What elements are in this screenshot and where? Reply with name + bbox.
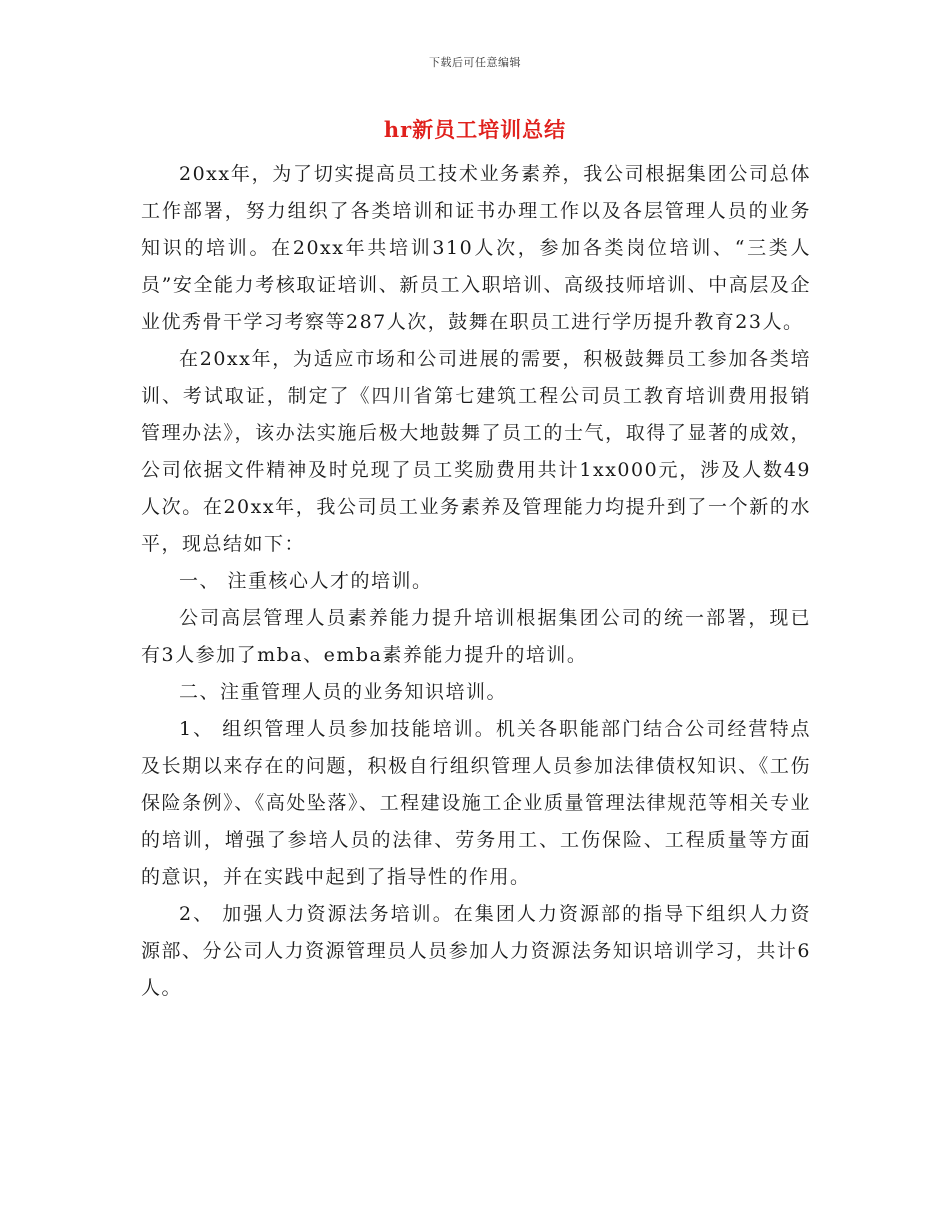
section-heading-core-talent: 一、 注重核心人才的培训。 [179, 570, 433, 592]
section-heading-management: 二、注重管理人员的业务知识培训。 [179, 681, 508, 703]
paragraph-core-talent: 公司高层管理人员素养能力提升培训根据集团公司的统一部署，现已有3人参加了mba、emba素养能力提升的培训。 [141, 607, 811, 666]
paragraph-policy: 在20xx年，为适应市场和公司进展的需要，积极鼓舞员工参加各类培训、考试取证，制定了《四川省第七建筑工程公司员工教育培训费用报销管理办法》，该办法实施后极大地鼓舞了员工的士气，取得了显著的成效，公司依据文件精神及时兑现了员工奖励费用共计1xx000元，涉及人数49人次。在20xx年，我公司员工业务素养及管理能力均提升到了一个新的水平，现总结如下： [141, 348, 811, 555]
header-note: 下载后可任意编辑 [429, 56, 521, 69]
document-body [141, 156, 811, 1007]
document-title: hr新员工培训总结 [383, 117, 567, 142]
paragraph-intro: 20xx年，为了切实提高员工技术业务素养，我公司根据集团公司总体工作部署，努力组织了各类培训和证书办理工作以及各层管理人员的业务知识的培训。在20xx年共培训310人次，参加各类岗位培训、“三类人员”安全能力考核取证培训、新员工入职培训、高级技师培训、中高层及企业优秀骨干学习考察等287人次，鼓舞在职员工进行学历提升教育23人。 [141, 163, 811, 333]
paragraph-hr-legal-training: 2、 加强人力资源法务培训。在集团人力资源部的指导下组织人力资源部、分公司人力资源管理员人员参加人力资源法务知识培训学习，共计6人。 [141, 903, 811, 999]
paragraph-skills-training: 1、 组织管理人员参加技能培训。机关各职能部门结合公司经营特点及长期以来存在的问题，积极自行组织管理人员参加法律债权知识、《工伤保险条例》、《高处坠落》、工程建设施工企业质量管理法律规范等相关专业的培训，增强了参培人员的法律、劳务用工、工伤保险、工程质量等方面的意识，并在实践中起到了指导性的作用。 [141, 718, 811, 888]
